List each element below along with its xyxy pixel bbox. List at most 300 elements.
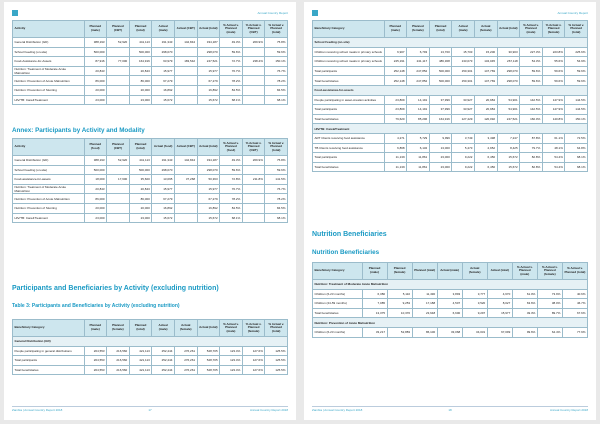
table-cell: 13,700 (429, 47, 452, 57)
table-cell: 23,000 (429, 162, 452, 172)
table-cell: 16,892 (197, 85, 220, 95)
table-cell: 245,191 (384, 57, 407, 67)
table-cell: 23,648 (412, 308, 437, 318)
table-row (13, 203, 288, 213)
nutrition-title: Nutrition Beneficiaries (312, 231, 387, 238)
table-cell (242, 85, 265, 95)
column-header: % Actual v. Planned (male) (220, 21, 243, 38)
column-header: % Actual v. Planned (CBT) (242, 139, 265, 156)
table-cell: 40.6% (562, 289, 587, 299)
table-cell (174, 194, 197, 204)
table-cell: 9,222 (452, 162, 475, 172)
header-title: Annual Country Report (557, 11, 588, 15)
table-cell (174, 213, 197, 223)
table-cell: 142,844 (174, 156, 197, 166)
table-row (313, 133, 588, 143)
table-cell: 500,000 (129, 47, 152, 57)
table-cell: 49.3% (220, 156, 243, 166)
table-cell: 50,363 (197, 175, 220, 185)
table-cell: 37,268 (174, 175, 197, 185)
table-cell: 125.5% (265, 356, 288, 366)
column-header: Actual (total) (197, 320, 220, 337)
column-header: Planned (total) (129, 21, 152, 38)
table-cell: 14,191 (407, 105, 430, 115)
table-cell: 68.1% (220, 95, 243, 105)
table-cell: 59.6% (220, 165, 243, 175)
footer-left: Zambia | Annual Country Report 2018 (12, 408, 63, 412)
row-label: Total participants (13, 356, 85, 366)
table-cell: 23,000 (429, 153, 452, 163)
table-cell: 54,901 (497, 95, 520, 105)
table-cell: 84.5% (220, 85, 243, 95)
table-row (313, 162, 588, 172)
row-label: School Feeding (on-site) (13, 165, 85, 175)
table-cell: 247,521 (197, 57, 220, 67)
table-cell: 54.3% (520, 57, 543, 67)
table-cell: 150.1% (565, 114, 588, 124)
table-cell: 147.9% (542, 105, 565, 115)
table-row (13, 356, 288, 366)
table-cell (242, 203, 265, 213)
table-cell: 4,670 (487, 289, 512, 299)
header-title: Annual Country Report (257, 11, 288, 15)
table-cell: 204,553 (84, 346, 107, 356)
table-cell: 15,672 (197, 213, 220, 223)
table-cell: 23,809 (384, 95, 407, 105)
page-number: 18 (448, 408, 452, 412)
table-cell: 223.8% (542, 47, 565, 57)
table-cell: 86,000 (129, 194, 152, 204)
table-row (313, 105, 588, 115)
table-cell: 252,444 (152, 365, 175, 375)
table-cell: 54,901 (497, 105, 520, 115)
table-cell: 23,000 (84, 95, 107, 105)
table-cell: 76.7% (220, 184, 243, 194)
table-cell: 388,193 (84, 156, 107, 166)
table-cell: 68.1% (220, 213, 243, 223)
table-row (13, 85, 288, 95)
row-label: Food-assistance-for-assets (13, 175, 85, 185)
table-cell: 78.2% (265, 76, 288, 86)
table-cell: 77,000 (107, 57, 130, 67)
column-header: Planned (total) (412, 263, 437, 280)
table-cell: 150,301 (452, 76, 475, 86)
table-cell: 11,139 (384, 162, 407, 172)
table-cell: 164,916 (429, 114, 452, 124)
table-cell: 68.1% (265, 95, 288, 105)
page-header (312, 10, 588, 16)
table-cell (107, 85, 130, 95)
table-cell: 9,222 (452, 153, 475, 163)
column-header: % Actual v. Planned (food) (220, 139, 243, 156)
table-cell: 33,927 (452, 105, 475, 115)
table-cell: 15,200 (474, 47, 497, 57)
table-cell: 14,191 (407, 95, 430, 105)
column-header: Actual (male) (152, 320, 175, 337)
column-header: % Actual v. Planned (female) (542, 21, 565, 38)
table-cell: 183,542 (174, 57, 197, 67)
table-cell: 298,070 (152, 47, 175, 57)
column-header: Actual (total) (197, 139, 220, 156)
table-cell: 87,916 (84, 57, 107, 67)
column-header: % Actual v. Planned (total) (562, 263, 587, 280)
row-label: Total participants (313, 105, 385, 115)
table-cell: 11,861 (407, 153, 430, 163)
table-cell: 5,473 (452, 143, 475, 153)
table-cell: 134,045 (474, 57, 497, 67)
table-cell: 68.1% (565, 153, 588, 163)
table-cell: 23,809 (384, 105, 407, 115)
table-cell: 61.0% (512, 289, 537, 299)
table-cell: 23,000 (129, 213, 152, 223)
table-cell: 54.9% (565, 57, 588, 67)
table-cell: 6,132 (407, 143, 430, 153)
table-cell: 15,672 (197, 95, 220, 105)
footer-right: Annual Country Report 2018 (249, 408, 288, 412)
table-cell: 59.6% (520, 66, 543, 76)
table-cell: 15,672 (152, 95, 175, 105)
row-label: Nutrition: Prevention of Stunting (13, 203, 85, 213)
table-cell: 225.6% (565, 47, 588, 57)
table-cell: 127.6% (242, 365, 265, 375)
table-row (13, 175, 288, 185)
table-header-row (13, 21, 288, 38)
section-label: School Feeding (on-site) (313, 38, 588, 48)
column-header: % Actual v. Planned (male) (220, 320, 243, 337)
column-header: % Actual v. Planned (female) (242, 320, 265, 337)
row-label: Nutrition: Prevention of Acute Malnutrition (13, 76, 85, 86)
table-cell: 140.8% (542, 114, 565, 124)
column-header: Actual (male) (437, 263, 462, 280)
nutrition-table (312, 262, 588, 338)
row-label: Children receiving school meals in primary schools (313, 57, 385, 67)
table-cell: 34,031 (462, 327, 487, 337)
table-cell: 20,984 (474, 95, 497, 105)
table-cell: 421,113 (129, 356, 152, 366)
table-cell: 144.5% (565, 105, 588, 115)
table-cell (242, 66, 265, 76)
table-cell: 8,425 (497, 143, 520, 153)
column-header: Beneficiary Category (313, 263, 363, 280)
section-row (13, 337, 288, 347)
table-row (13, 365, 288, 375)
table-cell: 123.4% (220, 356, 243, 366)
table-cell: 3,777 (462, 289, 487, 299)
table-cell: 252,444 (152, 346, 175, 356)
table-cell: 276,261 (174, 365, 197, 375)
table-cell: 5,110 (387, 289, 412, 299)
table-cell (174, 66, 197, 76)
row-label: Total beneficiaries (313, 76, 385, 86)
row-label: General Distribution (GD) (13, 156, 85, 166)
table-row (313, 153, 588, 163)
table-cell: 216,560 (107, 365, 130, 375)
table-cell: 61.1% (542, 133, 565, 143)
table-cell: 84.5% (265, 203, 288, 213)
column-header: Actual (total) (487, 263, 512, 280)
row-label: School Feeding (on-site) (13, 47, 85, 57)
table-cell: 87.8% (520, 133, 543, 143)
table3-title: Table 3: Participants and Beneficiaries by Activity (excluding nutrition) (12, 303, 180, 309)
table-cell: 13,000 (429, 143, 452, 153)
table-cell: 20,843 (129, 184, 152, 194)
section-row (313, 124, 588, 134)
column-header: Planned (male) (362, 263, 387, 280)
table-cell: 59.6% (220, 47, 243, 57)
table-cell: 15,977 (152, 66, 175, 76)
table-cell: 86,000 (84, 76, 107, 86)
table-cell: 123.4% (220, 346, 243, 356)
table-row (313, 327, 588, 337)
table-row (13, 47, 288, 57)
table-cell: 500,000 (84, 165, 107, 175)
table-cell: 20,000 (84, 203, 107, 213)
row-label: Children receiving school meals in primary schools (313, 47, 385, 57)
left-page (4, 2, 296, 420)
table-cell: 204,553 (84, 365, 107, 375)
table-cell: 334,187 (197, 38, 220, 48)
table-cell: 5,729 (407, 133, 430, 143)
table-cell (242, 95, 265, 105)
table-cell (174, 203, 197, 213)
table-cell: 15,977 (152, 184, 175, 194)
table-cell: 33,927 (452, 95, 475, 105)
table-cell: 13,095 (152, 175, 175, 185)
table-cell: 48.1% (542, 143, 565, 153)
section-label: General Distribution (GD) (13, 337, 288, 347)
table-cell: 150.1% (265, 57, 288, 67)
table-cell: 216,560 (107, 346, 130, 356)
column-header: Planned (food) (84, 139, 107, 156)
table-cell: 7,247 (497, 133, 520, 143)
table-cell: 67,099 (487, 327, 512, 337)
table-cell (174, 184, 197, 194)
table-cell: 6,380 (362, 289, 387, 299)
page-header (12, 10, 288, 16)
table-cell: 89.7% (537, 308, 562, 318)
table-cell: 16,892 (152, 203, 175, 213)
table-row (313, 47, 588, 57)
table-cell: 52,883 (387, 327, 412, 337)
table-cell: 78.2% (220, 194, 243, 204)
table-row (13, 346, 288, 356)
table-cell: 52,920 (107, 156, 130, 166)
table-cell: 247,852 (407, 76, 430, 86)
column-header: Planned (female) (407, 21, 430, 38)
table-cell: 67,279 (197, 76, 220, 86)
table-cell: 8,027 (487, 299, 512, 309)
footer-right: Annual Country Report 2018 (549, 408, 588, 412)
table-cell: 191,343 (152, 38, 175, 48)
table-cell: 252,148 (384, 66, 407, 76)
column-header: Planned (male) (384, 21, 407, 38)
table-cell: 23,000 (84, 213, 107, 223)
table-cell: 20,000 (84, 85, 107, 95)
row-label: Total beneficiaries (313, 114, 385, 124)
table-cell (174, 47, 197, 57)
column-header: Actual (male) (452, 21, 475, 38)
table-cell (242, 184, 265, 194)
table-cell: 99.6% (512, 327, 537, 337)
row-label: ART Clients receiving food assistance (313, 133, 385, 143)
table-cell: 125.5% (265, 365, 288, 375)
page-footer (12, 406, 288, 413)
table-cell: 84.5% (265, 85, 288, 95)
table-cell: 241,117 (407, 57, 430, 67)
table-cell (242, 194, 265, 204)
table-row (313, 57, 588, 67)
row-label: Nutrition: Prevention of Acute Malnutrition (13, 194, 85, 204)
table-cell: 500,000 (129, 165, 152, 175)
column-header: Actual (total) (497, 21, 520, 38)
table-cell: 15,977 (197, 66, 220, 76)
table-cell (107, 76, 130, 86)
column-header: Planned (male) (84, 320, 107, 337)
section-row (313, 38, 588, 48)
table-cell: 15,672 (497, 153, 520, 163)
table-row (13, 213, 288, 223)
table-cell (174, 85, 197, 95)
table-cell: 20,984 (474, 105, 497, 115)
page-footer (312, 406, 588, 413)
table-cell: 133,073 (452, 57, 475, 67)
table-cell: 276,261 (174, 356, 197, 366)
table-row (13, 38, 288, 48)
table-cell: 15,977 (197, 184, 220, 194)
table-cell: 252,444 (152, 356, 175, 366)
column-header: Beneficiary Category (13, 320, 85, 337)
column-header: Planned (female) (387, 263, 412, 280)
table-cell (242, 165, 265, 175)
column-header: Beneficiary Category (313, 21, 385, 38)
table-row (13, 95, 288, 105)
table-cell: 15,672 (497, 162, 520, 172)
column-header: % Actual v. Planned (total) (265, 21, 288, 38)
table-cell: 147,769 (474, 66, 497, 76)
column-header: % Actual v. Planned (CBT) (242, 21, 265, 38)
table-cell (242, 76, 265, 86)
column-header: Actual (male) (152, 21, 175, 38)
table-cell: 63,979 (152, 57, 175, 67)
table-cell: 37,999 (429, 105, 452, 115)
table-header-row (13, 320, 288, 337)
table-cell: 252,148 (384, 76, 407, 86)
table-row (313, 143, 588, 153)
table-cell: 75.8% (265, 38, 288, 48)
row-label: Total participants (313, 153, 385, 163)
row-label: People participating in asset-creation activities (313, 95, 385, 105)
table-cell: 421,113 (129, 346, 152, 356)
table-cell (107, 95, 130, 105)
table-cell: 77.9% (562, 327, 587, 337)
table-cell: 238.4% (242, 57, 265, 67)
table-cell: 33,068 (437, 327, 462, 337)
table-cell: 20,843 (84, 66, 107, 76)
table-cell: 4,271 (384, 133, 407, 143)
table-cell: 500,000 (84, 47, 107, 57)
row-label: Total beneficiaries (313, 308, 363, 318)
table-cell: 59.6% (565, 66, 588, 76)
table-cell: 49.3% (220, 38, 243, 48)
table-cell (107, 194, 130, 204)
table-cell: 82.8% (520, 153, 543, 163)
footer-left: Zambia | Annual Country Report 2018 (312, 408, 363, 412)
table-cell: 59.6% (265, 165, 288, 175)
column-header: Actual (food) (152, 139, 175, 156)
table-cell: 3,893 (437, 289, 462, 299)
table-cell: 142.5% (520, 95, 543, 105)
table-row (313, 95, 588, 105)
table-cell: 3,498 (474, 133, 497, 143)
table-row (13, 76, 288, 86)
table-cell: 9,999 (429, 133, 452, 143)
table-cell: 10,370 (387, 308, 412, 318)
table-row (13, 165, 288, 175)
table-cell: 150,301 (452, 66, 475, 76)
table-cell: 267,118 (497, 57, 520, 67)
table-cell: 82.8% (520, 162, 543, 172)
table-cell: 72.7% (220, 57, 243, 67)
table-cell: 144.5% (565, 95, 588, 105)
table-cell (107, 203, 130, 213)
table-cell: 30,903 (497, 47, 520, 57)
table-cell (174, 165, 197, 175)
table-row (313, 114, 588, 124)
column-header: Activity (13, 139, 85, 156)
table-cell: 528,705 (197, 356, 220, 366)
table-row (313, 299, 588, 309)
table-cell: 17,600 (107, 175, 130, 185)
table-cell: 67,279 (152, 194, 175, 204)
table-cell: 78.2% (265, 194, 288, 204)
table-row (13, 194, 288, 204)
column-header: Actual (female) (474, 21, 497, 38)
table-cell: 78.2% (220, 76, 243, 86)
table-cell: 127.6% (242, 356, 265, 366)
table-cell: 269.9% (242, 38, 265, 48)
table-cell: 20,843 (129, 66, 152, 76)
table-cell: 388,193 (84, 38, 107, 48)
column-header: % Actual v. Planned (total) (265, 320, 288, 337)
table-cell: 216,560 (107, 356, 130, 366)
table-cell: 72.8% (220, 175, 243, 185)
table-cell: 59.6% (265, 47, 288, 57)
column-header: Actual (female) (462, 263, 487, 280)
table-cell: 67,279 (152, 76, 175, 86)
table-cell: 276,261 (174, 346, 197, 356)
table-header-row (13, 139, 288, 156)
table-cell: 76.7% (220, 66, 243, 76)
column-header: Planned (CBT) (107, 21, 130, 38)
table-cell: 9,253 (387, 299, 412, 309)
row-label: Total beneficiaries (313, 162, 385, 172)
table-row (13, 57, 288, 67)
column-header: % Actual v. Planned (total) (265, 139, 288, 156)
column-header: Planned (total) (429, 21, 452, 38)
table-cell: 86,000 (129, 76, 152, 86)
table-cell: 86,000 (84, 194, 107, 204)
table-cell: 18,000 (84, 175, 107, 185)
table-cell (107, 184, 130, 194)
table-cell: 15,703 (452, 47, 475, 57)
table-cell: 20,000 (129, 203, 152, 213)
table-cell: 6,450 (474, 162, 497, 172)
table-cell (107, 213, 130, 223)
page-number: 17 (148, 408, 152, 412)
table-cell: 67,279 (197, 194, 220, 204)
table-cell: 59.6% (565, 76, 588, 86)
table-cell (107, 165, 130, 175)
